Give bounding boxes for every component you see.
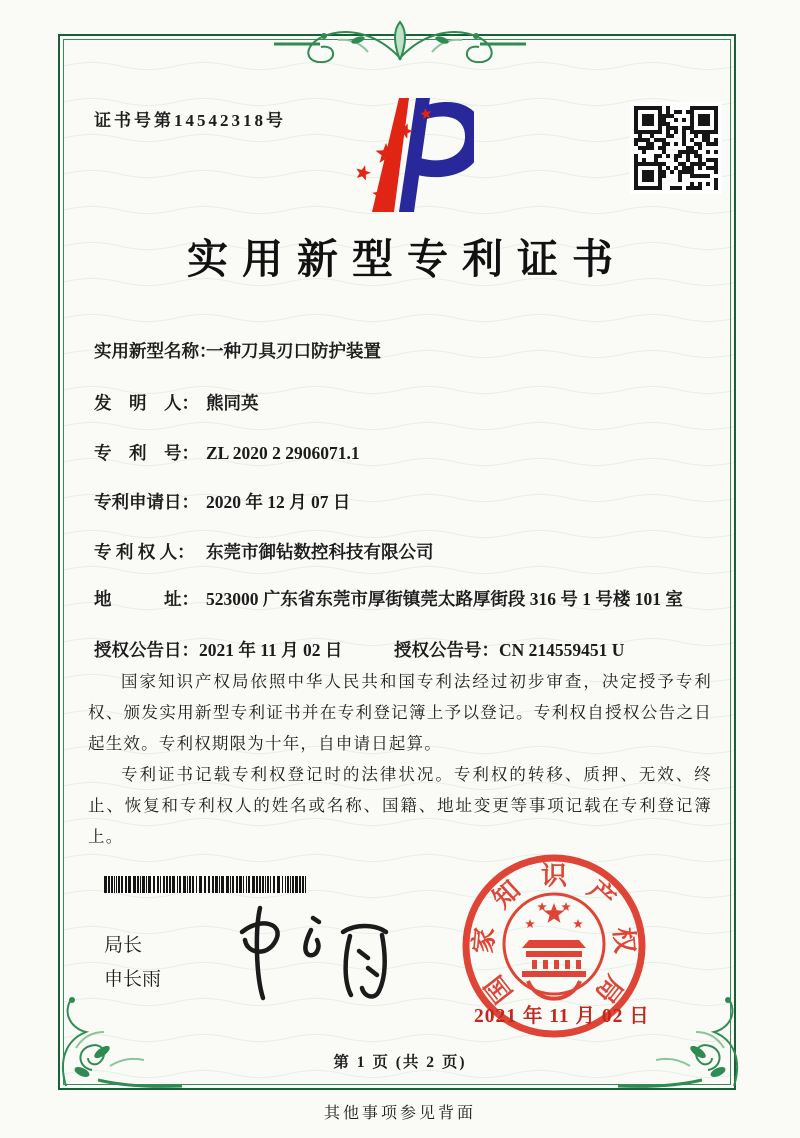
field-row-address	[94, 586, 710, 612]
field-value: ZL 2020 2 2906071.1	[206, 443, 360, 463]
field-row-name	[94, 338, 710, 364]
svg-text:国: 国	[479, 969, 519, 1009]
field-label: 地 址：	[94, 589, 199, 609]
cnipa-logo-icon	[338, 94, 474, 216]
barcode	[104, 876, 310, 893]
field-row-inventor	[94, 390, 710, 416]
svg-text:识: 识	[540, 861, 568, 891]
back-side-note: 其他事项参见背面	[323, 1105, 476, 1122]
grant-row	[94, 637, 710, 663]
field-label: 实用新型名称：	[94, 341, 217, 361]
field-row-patentee	[94, 539, 710, 565]
grant-date-group	[94, 640, 342, 660]
grant-number-group	[394, 637, 624, 663]
field-value: 523000 广东省东莞市厚街镇莞太路厚街段 316 号 1 号楼 101 室	[206, 589, 683, 609]
legal-paragraph-1: 国家知识产权局依照中华人民共和国专利法经过初步审查，决定授予专利权、颁发实用新型专利证书并在专利登记簿上予以登记。专利权自授权公告之日起生效。专利权期限为十年，自申请日起算。	[88, 672, 712, 753]
svg-text:家: 家	[468, 926, 500, 955]
certificate-title: 实用新型专利证书	[187, 236, 627, 282]
bottom-left-flourish-ornament	[52, 988, 184, 1090]
grant-number-label: 授权公告号：	[394, 640, 499, 660]
legal-text-block	[88, 666, 712, 852]
field-value: 熊同英	[206, 393, 259, 413]
field-row-filing-date	[94, 489, 710, 515]
grant-number-value: CN 214559451 U	[499, 640, 625, 660]
top-flourish-ornament	[272, 14, 528, 72]
field-label: 专 利 号：	[94, 443, 199, 463]
director-signature-icon	[205, 896, 405, 1006]
director-title: 局长	[104, 935, 143, 956]
field-value: 2020 年 12 月 07 日	[206, 492, 351, 512]
svg-text:权: 权	[608, 926, 640, 955]
qr-code	[630, 102, 722, 194]
field-label: 专 利 权 人：	[94, 542, 195, 562]
legal-paragraph-2: 专利证书记载专利权登记时的法律状况。专利权的转移、质押、无效、终止、恢复和专利权人的姓名或名称、国籍、地址变更等事项记载在专利登记簿上。	[88, 765, 712, 846]
svg-text:产: 产	[582, 875, 621, 914]
certificate-number: 证书号第14542318号	[94, 111, 286, 130]
grant-date-label: 授权公告日：	[94, 640, 199, 660]
field-label: 发 明 人：	[94, 393, 199, 413]
seal-date: 2021 年 11 月 02 日	[474, 1006, 650, 1027]
director-name: 申长雨	[104, 969, 162, 990]
svg-text:知: 知	[487, 875, 526, 914]
field-label: 专利申请日：	[94, 492, 199, 512]
grant-date-value: 2021 年 11 月 02 日	[199, 640, 343, 660]
national-emblem-icon	[504, 894, 604, 999]
field-value: 东莞市御钻数控科技有限公司	[206, 542, 434, 562]
page-number: 第 1 页 (共 2 页)	[333, 1054, 467, 1071]
field-value: 一种刀具刃口防护装置	[206, 341, 381, 361]
svg-text:局: 局	[589, 969, 629, 1009]
field-row-patent-number	[94, 440, 710, 466]
